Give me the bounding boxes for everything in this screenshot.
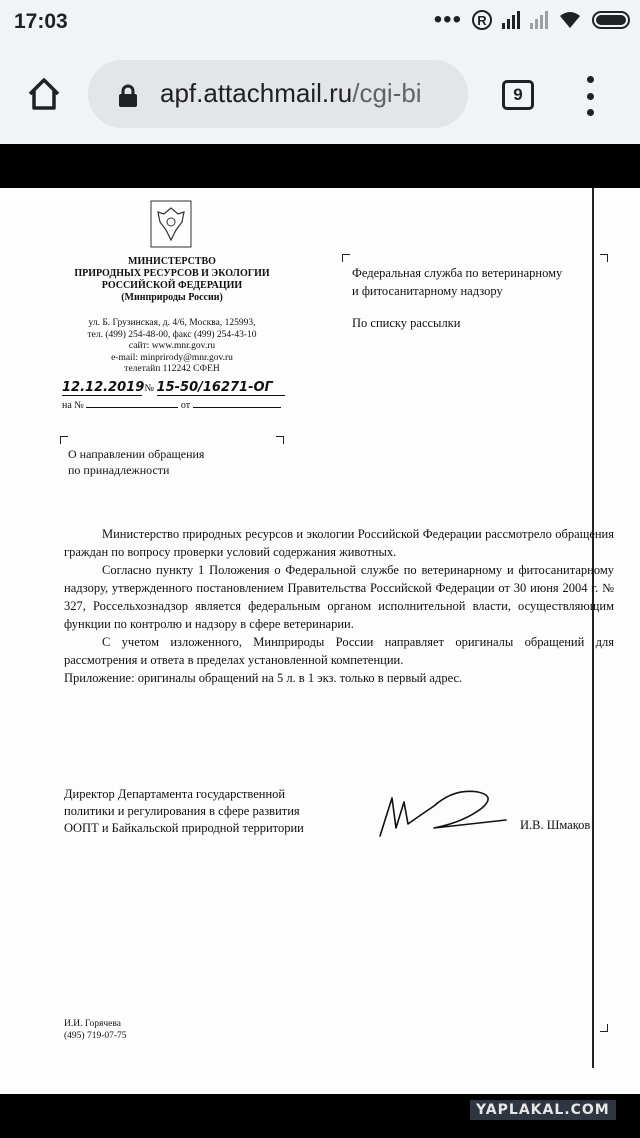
field-corner-mark [600,254,608,262]
ministry-short-name: (Минприроды России) [121,292,223,303]
addressee [352,264,562,300]
contact-line: сайт: www.mnr.gov.ru [128,341,216,351]
status-bar [0,0,640,44]
signer-title-line: политики и регулирования в сфере развития [64,804,300,818]
addressee-note: По списку рассылки [352,316,461,330]
contact-line: телетайп 112242 СФЕН [124,364,220,374]
registration-number-label: № [144,383,155,394]
body-paragraph: Министерство природных ресурсов и экологии Российской Федерации рассмотрело обращения граждан по вопросу проверки условий содержания животных. [64,527,614,559]
field-corner-mark [276,436,284,444]
reference-row [62,400,281,411]
body-paragraph: С учетом изложенного, Минприроды России направляет оригиналы обращений для рассмотрения и ответа в пределах установленной компетенции. [64,635,614,667]
ministry-line: РОССИЙСКОЙ ФЕДЕРАЦИИ [101,280,243,291]
lock-icon [116,84,140,108]
status-icons [433,6,630,33]
registration-date: 12.12.2019 [62,380,145,395]
reference-from-label: от [180,400,191,411]
url-host: apf.attachmail.ru [160,78,353,108]
registration-number: 15-50/16271-OГ [157,380,285,396]
contact-line: e-mail: minprirody@mnr.gov.ru [111,352,233,363]
tab-switcher-button[interactable]: 9 [502,80,534,110]
more-notifications-icon: ••• [433,6,462,33]
home-icon[interactable] [24,74,64,114]
url-path: /cgi-bi [352,78,422,108]
signer-title-line: Директор Департамента государственной [64,787,286,801]
ministry-contacts [62,318,282,376]
battery-icon [592,11,630,29]
ministry-line: ПРИРОДНЫХ РЕСУРСОВ И ЭКОЛОГИИ [74,268,270,279]
ministry-line: МИНИСТЕРСТВО [128,256,216,267]
browser-toolbar [0,44,640,144]
signal-2-icon [530,11,548,29]
wifi-icon [558,11,582,29]
subject-line: по принадлежности [68,463,170,477]
attachment-note: Приложение: оригиналы обращений на 5 л. в 1 экз. только в первый адрес. [64,671,463,685]
browser-menu-icon[interactable] [578,76,602,116]
registration-row [62,380,285,396]
field-corner-mark [342,254,350,262]
handwritten-signature [374,784,514,844]
field-corner-mark [600,1024,608,1032]
watermark: YAPLAKAL.COM [470,1100,616,1120]
body-paragraph: Согласно пункту 1 Положения о Федеральной службе по ветеринарному и фитосанитарному надзору, утвержденного постановлением Правительства Российской Федерации от 30 июня 2004 г. № 327, Россельхознадзор является федеральным органом исполнительной власти, осуществляющим функции по контролю и надзору в сфере ветеринарии. [64,563,614,631]
executor-name: И.И. Горячева [64,1019,121,1029]
addressee-line: и фитосанитарному надзору [352,284,503,298]
addressee-line: Федеральная служба по ветеринарному [352,266,563,280]
reference-label: на № [62,400,84,411]
registered-icon: R [472,10,492,30]
signer-title [64,786,304,837]
coat-of-arms-icon [150,200,192,248]
contact-line: тел. (499) 254-48-00, факс (499) 254-43-10 [87,329,257,340]
letter-body [64,525,614,687]
contact-line: ул. Б. Грузинская, д. 4/6, Москва, 125993, [88,318,256,328]
document-page [0,188,640,1094]
signal-icon [502,11,520,29]
address-bar[interactable] [88,60,468,128]
status-time: 17:03 [14,10,68,33]
signer-name: И.В. Шмаков [520,818,591,832]
signer-title-line: ООПТ и Байкальской природной территории [64,821,304,835]
url-text[interactable] [160,78,460,109]
ministry-header [62,256,282,304]
executor-phone: (495) 719-07-75 [64,1031,127,1041]
field-corner-mark [60,436,68,444]
letter-subject [68,446,204,478]
subject-line: О направлении обращения [68,447,205,461]
executor-info [64,1018,127,1042]
